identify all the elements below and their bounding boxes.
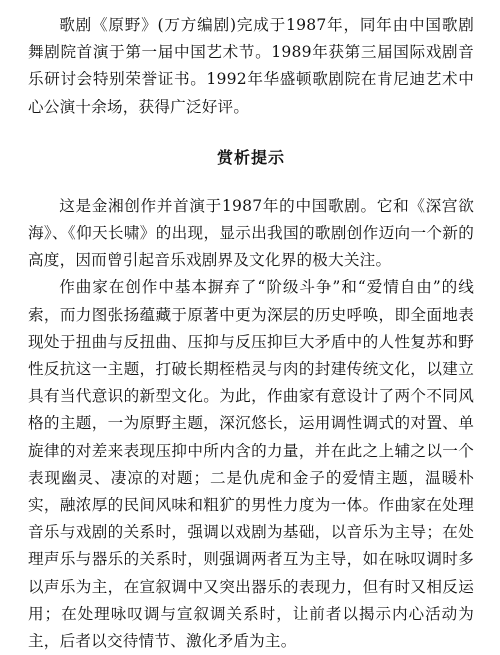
intro-paragraph: 歌剧《原野》(万方编剧)完成于1987年，同年由中国歌剧舞剧院首演于第一届中国艺术节。1989年获第三届国际戏剧音乐研讨会特别荣誉证书。1992年华盛顿歌剧院在肯尼迪艺术中心公演十余场，获得广泛好评。: [28, 16, 474, 116]
body-paragraph-2: 作曲家在创作中基本摒弃了“阶级斗争”和“爱情自由”的线索，而力图张扬蕴藏于原著中更为深层的历史呼唤，即全面地表现处于扭曲与反扭曲、压抑与反压抑巨大矛盾中的人性复苏和野性反抗这一主题，打破长期桎梏灵与肉的封建传统文化，以建立具有当代意识的新型文化。为此，作曲家有意设计了两个不同风格的主题，一为原野主题，深沉悠长，运用调性调式的对置、单旋律的对差来表现压抑中所内含的力量，并在此之上辅之以一个表现幽灵、凄凉的对题；二是仇虎和金子的爱情主题，温暖朴实，融浓厚的民间风味和粗犷的男性力度为一体。作曲家在处理音乐与戏剧的关系时，强调以戏剧为基础，以音乐为主导；在处理声乐与器乐的关系时，则强调两者互为主导，如在咏叹调时多以声乐为主，在宣叙调中又突出器乐的表现力，但有时又相反运用；在处理咏叹调与宣叙调关系时，让前者以揭示内心活动为主，后者以交待情节、激化矛盾为主。: [28, 278, 474, 651]
section-heading: 赏析提示: [216, 147, 285, 167]
body-paragraph-1: 这是金湘创作并首演于1987年的中国歌剧。它和《深宫欲海》、《仰天长啸》的出现，显示出我国的歌剧创作迈向一个新的高度，因而曾引起音乐戏剧界及文化界的极大关注。: [28, 196, 474, 270]
